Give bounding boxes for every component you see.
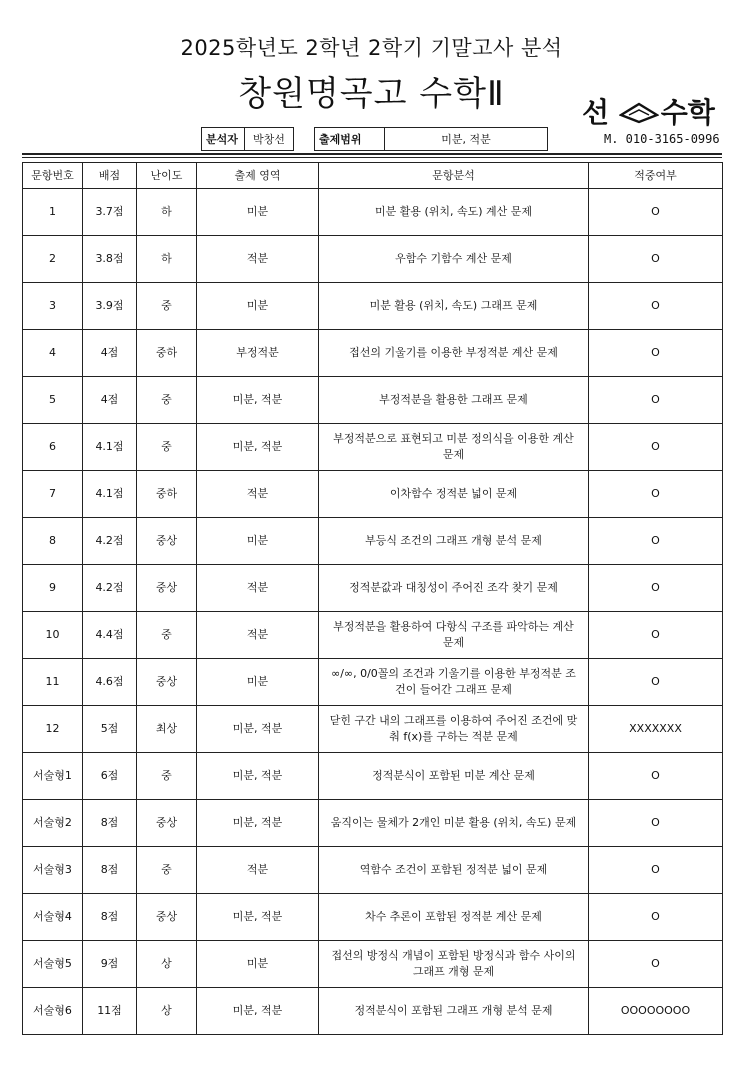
area-cell: 미분, 적분 <box>197 800 319 847</box>
hit-result-cell: O <box>589 189 723 236</box>
difficulty-cell: 중상 <box>137 565 197 612</box>
table-row <box>23 894 723 941</box>
hit-result-cell: O <box>589 612 723 659</box>
score-cell: 8점 <box>83 800 137 847</box>
question-no-cell: 서술형5 <box>23 941 83 988</box>
analysis-cell: 움직이는 물체가 2개인 미분 활용 (위치, 속도) 문제 <box>319 800 589 847</box>
question-no-cell: 서술형4 <box>23 894 83 941</box>
analysis-cell: 부정적분으로 표현되고 미분 정의식을 이용한 계산 문제 <box>319 424 589 471</box>
difficulty-cell: 중 <box>137 377 197 424</box>
analysis-cell: 미분 활용 (위치, 속도) 계산 문제 <box>319 189 589 236</box>
question-no-cell: 7 <box>23 471 83 518</box>
analysis-cell: 접선의 기울기를 이용한 부정적분 계산 문제 <box>319 330 589 377</box>
col-header-level: 난이도 <box>137 163 197 189</box>
score-cell: 11점 <box>83 988 137 1035</box>
area-cell: 적분 <box>197 471 319 518</box>
difficulty-cell: 중하 <box>137 471 197 518</box>
score-cell: 9점 <box>83 941 137 988</box>
difficulty-cell: 중상 <box>137 894 197 941</box>
school-subject-title: 창원명곡고 수학Ⅱ <box>238 74 505 114</box>
score-cell: 4.6점 <box>83 659 137 706</box>
difficulty-cell: 하 <box>137 189 197 236</box>
hit-result-cell: O <box>589 424 723 471</box>
score-cell: 4점 <box>83 377 137 424</box>
score-cell: 4.2점 <box>83 518 137 565</box>
score-cell: 6점 <box>83 753 137 800</box>
analysis-cell: 부정적분을 활용한 그래프 문제 <box>319 377 589 424</box>
area-cell: 미분, 적분 <box>197 988 319 1035</box>
analyst-box <box>201 127 294 151</box>
area-cell: 적분 <box>197 612 319 659</box>
brand-logo-left: 선 <box>582 96 610 129</box>
table-row <box>23 988 723 1035</box>
question-no-cell: 서술형1 <box>23 753 83 800</box>
scope-value: 미분, 적분 <box>441 133 491 146</box>
analysis-cell: 정적분식이 포함된 그래프 개형 분석 문제 <box>319 988 589 1035</box>
table-row <box>23 612 723 659</box>
analysis-cell: 부등식 조건의 그래프 개형 분석 문제 <box>319 518 589 565</box>
difficulty-cell: 중상 <box>137 659 197 706</box>
difficulty-cell: 하 <box>137 236 197 283</box>
area-cell: 부정적분 <box>197 330 319 377</box>
hit-result-cell: O <box>589 283 723 330</box>
area-cell: 적분 <box>197 847 319 894</box>
table-row <box>23 424 723 471</box>
score-cell: 4.2점 <box>83 565 137 612</box>
area-cell: 미분, 적분 <box>197 424 319 471</box>
col-header-analysis: 문항분석 <box>319 163 589 189</box>
question-no-cell: 8 <box>23 518 83 565</box>
table-row <box>23 941 723 988</box>
analysis-cell: 정적분값과 대칭성이 주어진 조각 찾기 문제 <box>319 565 589 612</box>
hit-result-cell: O <box>589 236 723 283</box>
score-cell: 3.9점 <box>83 283 137 330</box>
hit-result-cell: O <box>589 518 723 565</box>
question-no-cell: 6 <box>23 424 83 471</box>
col-header-hit: 적중여부 <box>589 163 723 189</box>
difficulty-cell: 중 <box>137 283 197 330</box>
exam-title: 2025학년도 2학년 2학기 기말고사 분석 <box>180 36 563 60</box>
area-cell: 미분, 적분 <box>197 894 319 941</box>
question-no-cell: 4 <box>23 330 83 377</box>
area-cell: 미분 <box>197 518 319 565</box>
header-divider <box>22 153 722 155</box>
difficulty-cell: 중 <box>137 753 197 800</box>
question-no-cell: 10 <box>23 612 83 659</box>
difficulty-cell: 중 <box>137 424 197 471</box>
analyst-value: 박창선 <box>253 133 285 146</box>
difficulty-cell: 상 <box>137 988 197 1035</box>
score-cell: 4.1점 <box>83 424 137 471</box>
brand-block <box>582 96 732 146</box>
brand-logo <box>582 96 732 131</box>
score-cell: 4.1점 <box>83 471 137 518</box>
area-cell: 미분, 적분 <box>197 753 319 800</box>
question-no-cell: 9 <box>23 565 83 612</box>
hit-result-cell: O <box>589 753 723 800</box>
analysis-cell: 우함수 기함수 계산 문제 <box>319 236 589 283</box>
area-cell: 미분, 적분 <box>197 377 319 424</box>
difficulty-cell: 중상 <box>137 800 197 847</box>
question-no-cell: 서술형3 <box>23 847 83 894</box>
difficulty-cell: 중상 <box>137 518 197 565</box>
area-cell: 적분 <box>197 565 319 612</box>
difficulty-cell: 중 <box>137 612 197 659</box>
question-no-cell: 11 <box>23 659 83 706</box>
brand-phone: M. 010-3165-0996 <box>604 132 720 146</box>
analysis-cell: 접선의 방정식 개념이 포함된 방정식과 함수 사이의 그래프 개형 문제 <box>319 941 589 988</box>
area-cell: 적분 <box>197 236 319 283</box>
score-cell: 8점 <box>83 847 137 894</box>
analysis-cell: 정적분식이 포함된 미분 계산 문제 <box>319 753 589 800</box>
hit-result-cell: O <box>589 894 723 941</box>
brand-logo-right: 수학 <box>660 96 715 129</box>
analysis-cell: 차수 추론이 포함된 정적분 계산 문제 <box>319 894 589 941</box>
col-header-score: 배점 <box>83 163 137 189</box>
hit-result-cell: O <box>589 471 723 518</box>
area-cell: 미분 <box>197 941 319 988</box>
question-no-cell: 5 <box>23 377 83 424</box>
table-row <box>23 283 723 330</box>
score-cell: 4.4점 <box>83 612 137 659</box>
score-cell: 4점 <box>83 330 137 377</box>
hit-result-cell: XXXXXXX <box>589 706 723 753</box>
col-header-area: 출제 영역 <box>197 163 319 189</box>
scope-box <box>314 127 548 151</box>
table-row <box>23 800 723 847</box>
hit-result-cell: O <box>589 941 723 988</box>
area-cell: 미분 <box>197 283 319 330</box>
scope-label: 출제범위 <box>315 128 385 150</box>
score-cell: 8점 <box>83 894 137 941</box>
table-row <box>23 659 723 706</box>
hit-result-cell: O <box>589 330 723 377</box>
question-no-cell: 서술형2 <box>23 800 83 847</box>
analysis-cell: 닫힌 구간 내의 그래프를 이용하여 주어진 조건에 맞춰 f(x)를 구하는 적분 문제 <box>319 706 589 753</box>
hit-result-cell: O <box>589 800 723 847</box>
score-cell: 5점 <box>83 706 137 753</box>
difficulty-cell: 최상 <box>137 706 197 753</box>
table-row <box>23 565 723 612</box>
table-row <box>23 706 723 753</box>
table-row <box>23 330 723 377</box>
hit-result-cell: OOOOOOOO <box>589 988 723 1035</box>
area-cell: 미분, 적분 <box>197 706 319 753</box>
hit-result-cell: O <box>589 565 723 612</box>
hit-result-cell: O <box>589 659 723 706</box>
question-no-cell: 12 <box>23 706 83 753</box>
analyst-label: 분석자 <box>202 128 245 150</box>
book-icon <box>611 100 659 128</box>
question-no-cell: 1 <box>23 189 83 236</box>
table-row <box>23 236 723 283</box>
table-row <box>23 753 723 800</box>
table-row <box>23 518 723 565</box>
analysis-cell: 역함수 조건이 포함된 정적분 넓이 문제 <box>319 847 589 894</box>
analysis-table <box>22 162 723 1035</box>
question-no-cell: 3 <box>23 283 83 330</box>
area-cell: 미분 <box>197 659 319 706</box>
hit-result-cell: O <box>589 847 723 894</box>
table-row <box>23 847 723 894</box>
hit-result-cell: O <box>589 377 723 424</box>
difficulty-cell: 상 <box>137 941 197 988</box>
table-row <box>23 471 723 518</box>
difficulty-cell: 중 <box>137 847 197 894</box>
score-cell: 3.7점 <box>83 189 137 236</box>
analysis-cell: ∞/∞, 0/0꼴의 조건과 기울기를 이용한 부정적분 조건이 들어간 그래프 문제 <box>319 659 589 706</box>
table-row <box>23 189 723 236</box>
difficulty-cell: 중하 <box>137 330 197 377</box>
analysis-cell: 부정적분을 활용하여 다항식 구조를 파악하는 계산 문제 <box>319 612 589 659</box>
area-cell: 미분 <box>197 189 319 236</box>
header-divider-thin <box>22 157 722 158</box>
score-cell: 3.8점 <box>83 236 137 283</box>
question-no-cell: 서술형6 <box>23 988 83 1035</box>
table-row <box>23 377 723 424</box>
col-header-no: 문항번호 <box>23 163 83 189</box>
analysis-cell: 미분 활용 (위치, 속도) 그래프 문제 <box>319 283 589 330</box>
table-header-row <box>23 163 723 189</box>
analysis-cell: 이차함수 정적분 넓이 문제 <box>319 471 589 518</box>
question-no-cell: 2 <box>23 236 83 283</box>
